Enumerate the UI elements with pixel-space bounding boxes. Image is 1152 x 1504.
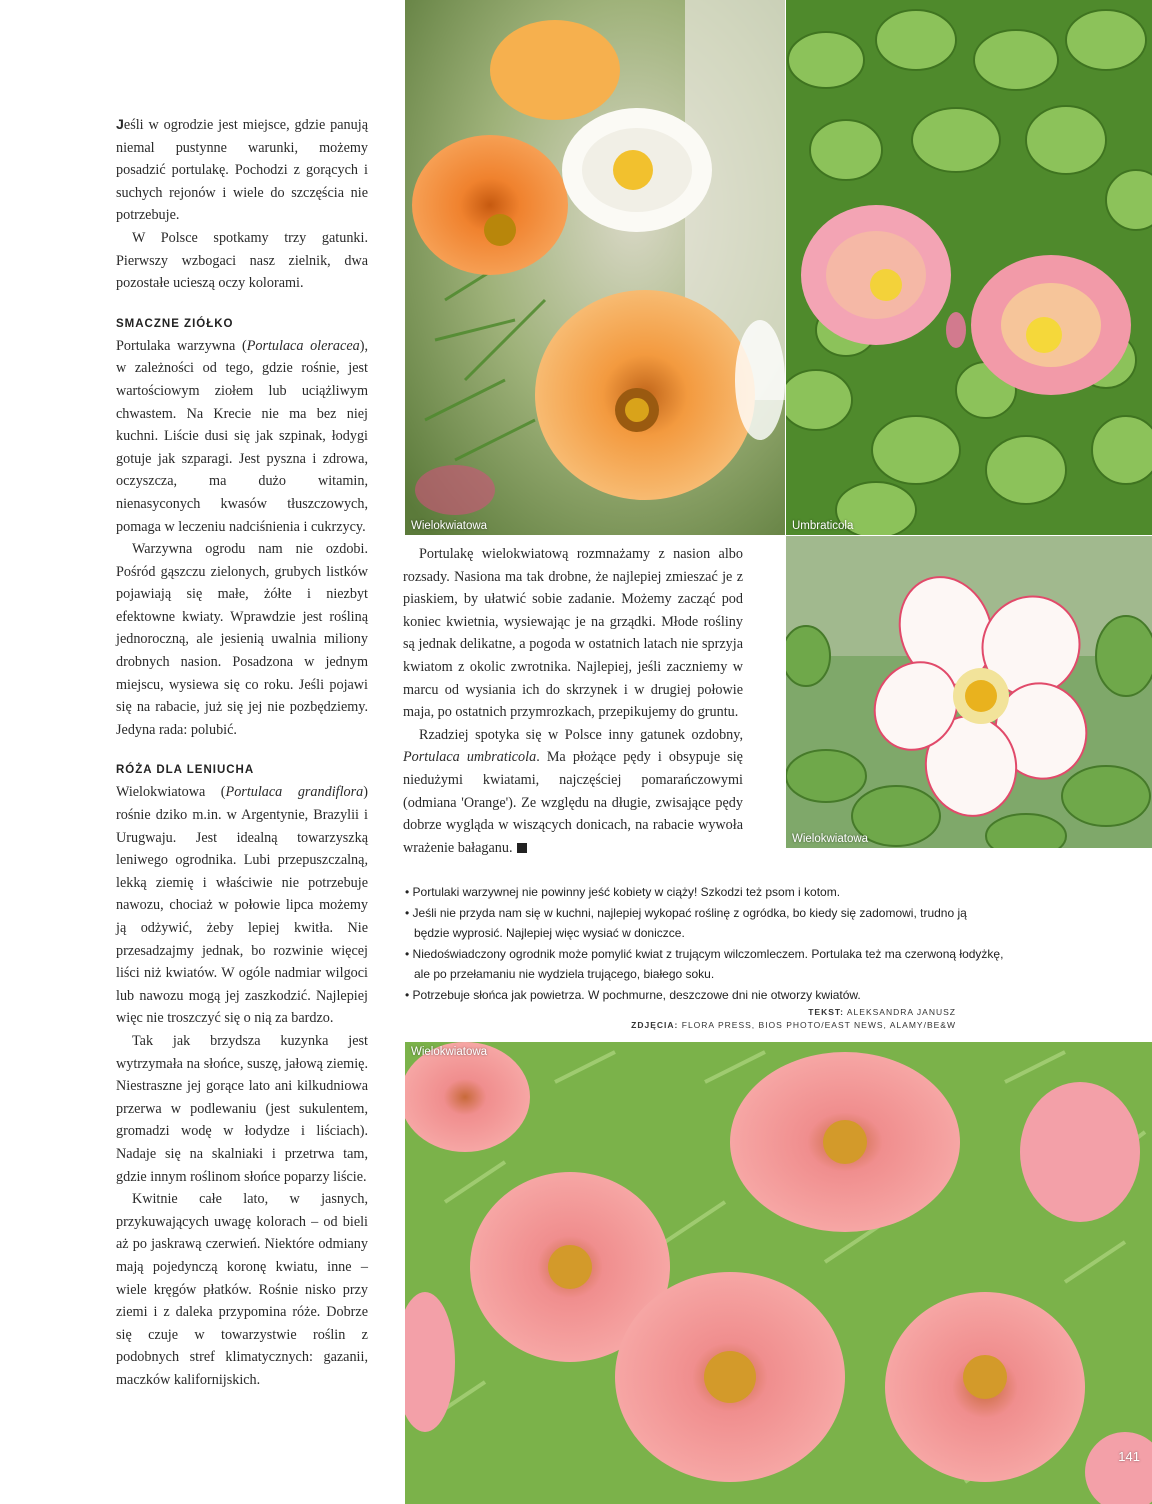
section-heading-smaczne: SMACZNE ZIÓŁKO xyxy=(116,317,234,330)
left-text-column xyxy=(116,114,368,1391)
intro-paragraph-2: W Polsce spotkamy trzy gatunki. Pierwszy wzbogaci nasz zielnik, dwa pozostałe ucieszą oczy kolorami. xyxy=(116,229,368,292)
photo-wielokwiatowa-orange xyxy=(405,0,785,535)
section2-paragraph-1: Wielokwiatowa (Portulaca grandiflora) rośnie dziko m.in. w Argentynie, Brazylii i Urugwaju. Jest idealną towarzyszką leniwego ogrodnika. Lubi przepuszczalną, lekką ziemię i właściwie nie potrzebuje nawozu, chociaż w połowie lipca możemy ją odżywić, żeby lepiej kwitła. Nie przesadzajmy jednak, bo rozwinie więcej liści niż kwiatów. W ogóle nadmiar wilgoci lub nawozu mogą jej zaszkodzić. Najlepiej więc nie troszczyć się o nią za bardzo. xyxy=(116,784,368,1027)
section1-paragraph-1: Portulaka warzywna (Portulaca oleracea), w zależności od tego, gdzie rośnie, jest wartościowym ziołem lub uciążliwym chwastem. Na Krecie nie ma bez niej kuchni. Liście dusi się jak szpinak, łodygi gotuje jak szparagi. Jest pyszna i zdrowa, oczyszcza, ma dużo witamin, nienasyconych kwasów tłuszczowych, pomaga w leczeniu nadciśnienia i cukrzycy. xyxy=(116,337,368,535)
fact-item: • Niedoświadczony ogrodnik może pomylić kwiat z trującym wilczomleczem. Portulaka też ma czerwoną łodyżkę, ale po przełamaniu nie wydziela trującego, białego soku. xyxy=(405,946,1004,981)
fact-item: • Portulaki warzywnej nie powinny jeść kobiety w ciąży! Szkodzi też psom i kotom. xyxy=(405,885,841,899)
middle-text-column xyxy=(403,543,743,859)
mid-paragraph-1: Portulakę wielokwiatową rozmnażamy z nasion albo rozsady. Nasiona ma tak drobne, że najlepiej zmieszać je z piaskiem, by ułatwić sobie zadanie. Możemy zacząć pod koniec kwietnia, wysiewając je na grządki. Młode rośliny są jednak delikatne, a pogoda w ostatnich latach nie sprzyja kwiatom z okolic zwrotnika. Najlepiej, jeśli zaczniemy w marcu od wysiania ich do skrzynek i w drugiej połowie maja, po ostatnich przymrozkach, przepikujemy do gruntu. xyxy=(403,546,743,721)
photo-wielokwiatowa-salmon xyxy=(405,1042,1152,1504)
credits xyxy=(631,1006,956,1032)
section2-paragraph-3: Kwitnie całe lato, w jasnych, przykuwających uwagę kolorach – od bieli aż po jaskrawą czerwień. Niektóre odmiany mają pojedynczą koronę kwiatu, inne – wiele kręgów płatków. Rośnie nisko przy ziemi i z daleka przypomina róże. Dobrze się czuje w towarzystwie roślin z podobnych stref klimatycznych: gazanii, maczków kalifornijskich. xyxy=(116,1191,368,1388)
page-number: 141 xyxy=(1118,1449,1140,1464)
mid-paragraph-2: Rzadziej spotyka się w Polsce inny gatunek ozdobny, Portulaca umbraticola. Ma płożące pędy i obsypuje się niedużymi kwiatami, najczęściej pomarańczowymi (odmiana 'Orange'). Ze względu na długie, zwisające pędy dobrze wygląda w wiszących donicach, na rabacie wywoła wrażenie bałaganu. xyxy=(403,726,743,856)
intro-paragraph-1: Jeśli w ogrodzie jest miejsce, gdzie panują niemal pustynne warunki, możemy posadzić portulakę. Pochodzi z gorących i suchych rejonów i wiele do szczęścia nie potrzebuje. xyxy=(116,117,368,224)
drop-cap: J xyxy=(116,117,124,133)
caption-photo1: Wielokwiatowa xyxy=(411,520,488,532)
section2-paragraph-2: Tak jak brzydsza kuzynka jest wytrzymała na słońce, suszę, jałową ziemię. Niestraszne jej gorące lato ani kilkudniowa przerwa w podlewaniu (jest sukulentem, gromadzi wodę w łodydze i liściach). Nadaje się na skalniaki i przetrwa tam, gdzie innym roślinom słońce poparzy liście. xyxy=(116,1032,368,1185)
photo-wielokwiatowa-striped xyxy=(786,536,1152,848)
facts-box xyxy=(405,882,1005,1005)
caption-photo2: Umbraticola xyxy=(792,520,854,532)
caption-photo3: Wielokwiatowa xyxy=(792,833,869,845)
credit-text: TEKST: ALEKSANDRA JANUSZ xyxy=(808,1007,956,1017)
end-mark-icon xyxy=(517,843,527,853)
fact-item: • Potrzebuje słońca jak powietrza. W pochmurne, deszczowe dni nie otworzy kwiatów. xyxy=(405,987,861,1002)
photo-umbraticola-pink xyxy=(786,0,1152,535)
fact-item: • Jeśli nie przyda nam się w kuchni, najlepiej wykopać roślinę z ogródka, bo kiedy się zadomowi, trudno ją będzie wyprosić. Najlepiej więc wysiać w doniczce. xyxy=(405,905,967,940)
caption-photo4: Wielokwiatowa xyxy=(411,1046,488,1058)
section1-paragraph-2: Warzywna ogrodu nam nie ozdobi. Pośród gąszczu zielonych, grubych listków pojawiają się małe, żółte i niezbyt efektowne kwiaty. Wprawdzie jest rośliną jednoroczną, ale jesienią uwalnia miliony drobnych nasion. Posadzona w jednym miejscu, wysiewa się co roku. Jeśli pojawi się na rabacie, już się jej nie pozbędziemy. Jedyna rada: polubić. xyxy=(116,541,368,738)
section-heading-roza: RÓŻA DLA LENIUCHA xyxy=(116,764,255,777)
credit-photos: ZDJĘCIA: FLORA PRESS, BIOS PHOTO/EAST NEWS, ALAMY/BE&W xyxy=(631,1020,956,1030)
